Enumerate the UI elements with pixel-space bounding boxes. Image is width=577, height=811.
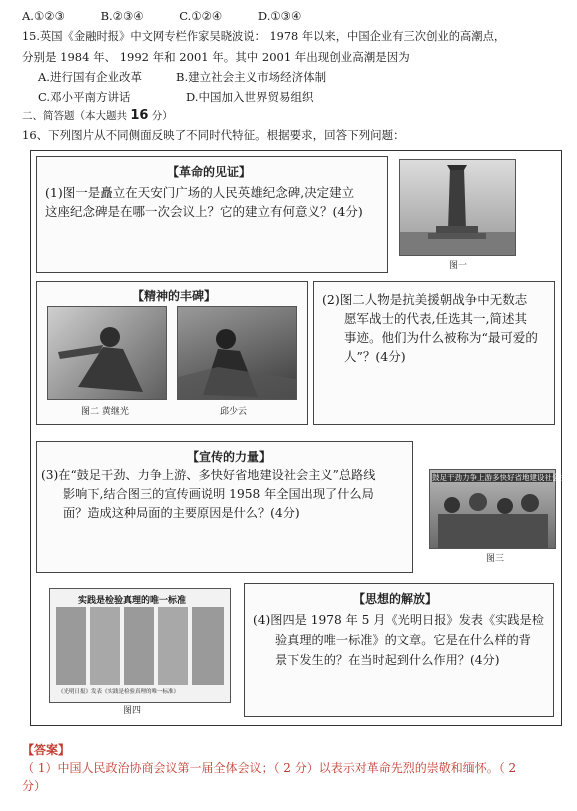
crowd-icon <box>430 470 575 548</box>
newspaper-footer: 《光明日报》发表《实践是检验真理的唯一标准》 <box>58 689 180 695</box>
panel-liberation-line1: (4)图四是 1978 年 5 月《光明日报》发表《实践是检 <box>253 613 544 627</box>
panel-liberation-title: 【思想的解放】 <box>353 592 438 606</box>
panel-revolution-line1: (1)图一是矗立在天安门广场的人民英雄纪念碑,决定建立 <box>45 185 355 200</box>
figure-4-caption: 图四 <box>123 706 142 716</box>
section-suffix: 分） <box>148 110 173 122</box>
answer-label: 【答案】 <box>22 743 71 757</box>
q14-option-c: ①②④ <box>191 9 223 23</box>
panel-spirit-line1: (2)图二人物是抗美援朝战争中无数志 <box>322 292 528 307</box>
panel-spirit-line4: 人”？(4分) <box>344 349 406 364</box>
panel-revolution <box>36 156 388 273</box>
figure-frame <box>30 150 575 726</box>
soldier-figure-icon <box>48 307 166 399</box>
panel-liberation-line2: 验真理的唯一标准》的文章。它是在什么样的背 <box>275 633 531 647</box>
panel-liberation-question <box>253 610 551 670</box>
q14-option-a-letter: A. <box>22 9 34 23</box>
panel-spirit-question-text <box>322 290 552 366</box>
panel-propaganda <box>36 441 413 573</box>
q14-option-b: ②③④ <box>112 9 144 23</box>
figure-1-caption: 图一 <box>449 261 468 271</box>
q15-options-row1 <box>38 69 327 85</box>
q14-option-c-letter: C. <box>179 9 192 23</box>
newspaper-image <box>49 588 231 703</box>
panel-revolution-line2: 这座纪念碑是在哪一次会议上？它的建立有何意义？(4分) <box>45 204 363 219</box>
panel-propaganda-line3: 面？造成这种局面的主要原因是什么？(4分) <box>63 506 300 520</box>
q15-option-d: D.中国加入世界贸易组织 <box>186 90 314 104</box>
panel-revolution-title: 【革命的见证】 <box>167 165 252 179</box>
figure-2-caption: 图二 黄继光 <box>81 407 129 417</box>
q16-stem: 16、下列图片从不同侧面反映了不同时代特征。根据要求，回答下列问题： <box>22 128 405 142</box>
answer-line2: 分） <box>22 779 47 793</box>
section-points: 16 <box>130 108 149 123</box>
panel-liberation <box>244 583 554 717</box>
panel-spirit-question <box>313 281 555 425</box>
q15-option-c: C.邓小平南方讲话 <box>38 90 131 104</box>
panel-spirit-title: 【精神的丰碑】 <box>132 289 217 303</box>
q15-stem-line2: 分别是 1984 年、 1992 年和 2001 年。其中 2001 年出现创业高潮是因为 <box>22 50 410 64</box>
panel-propaganda-question <box>41 466 411 523</box>
answer-line1: （ 1）中国人民政治协商会议第一届全体会议；（ 2 分）以表示对革命先烈的崇敬和缅怀。（ 2 <box>22 761 517 775</box>
q14-option-d-letter: D. <box>257 9 271 23</box>
panel-propaganda-line2: 影响下,结合图三的宣传画说明 1958 年全国出现了什么局 <box>63 487 374 501</box>
panel-spirit-images <box>36 281 308 425</box>
qiu-shaoyun-photo <box>177 306 297 400</box>
newspaper-headline: 实践是检验真理的唯一标准 <box>78 596 187 606</box>
newspaper-columns-icon <box>50 589 230 702</box>
monument-icon <box>400 160 515 255</box>
panel-revolution-question <box>45 183 385 221</box>
section-prefix: 二、简答题（本大题共 <box>22 110 131 122</box>
q15-option-b: B.建立社会主义市场经济体制 <box>176 70 327 84</box>
q15-options-row2 <box>38 89 314 105</box>
q15-stem-line1: 15.英国《金融时报》中文网专栏作家吴晓波说： 1978 年以来，中国企业有三次创业的高潮点， <box>22 30 506 43</box>
huang-jiguang-photo <box>47 306 167 400</box>
panel-propaganda-line1: (3)在“鼓足干劲、力争上游、多快好省地建设社会主义”总路线 <box>41 468 376 482</box>
qiu-shaoyun-caption: 邱少云 <box>220 407 248 417</box>
q15-option-a: A.进行国有企业改革 <box>38 70 142 84</box>
section-heading <box>22 108 173 124</box>
monument-photo <box>399 159 516 256</box>
panel-propaganda-title: 【宣传的力量】 <box>187 450 272 464</box>
figure-3-caption: 图三 <box>486 554 505 564</box>
panel-spirit-line2: 愿军战士的代表,任选其一,简述其 <box>344 311 527 326</box>
q14-option-b-letter: B. <box>100 9 113 23</box>
q14-option-d: ①③④ <box>270 9 302 23</box>
soldier-figure-icon-2 <box>178 307 296 399</box>
panel-liberation-line3: 景下发生的？在当时起到什么作用？(4分) <box>275 653 500 667</box>
q14-option-a: ①②③ <box>33 9 65 23</box>
panel-spirit-line3: 事迹。他们为什么被称为“最可爱的 <box>344 330 538 345</box>
propaganda-poster <box>429 469 575 549</box>
poster-slogan: 鼓足干劲力争上游多快好省地建设社会主义 <box>432 473 575 482</box>
q14-options <box>22 8 301 24</box>
